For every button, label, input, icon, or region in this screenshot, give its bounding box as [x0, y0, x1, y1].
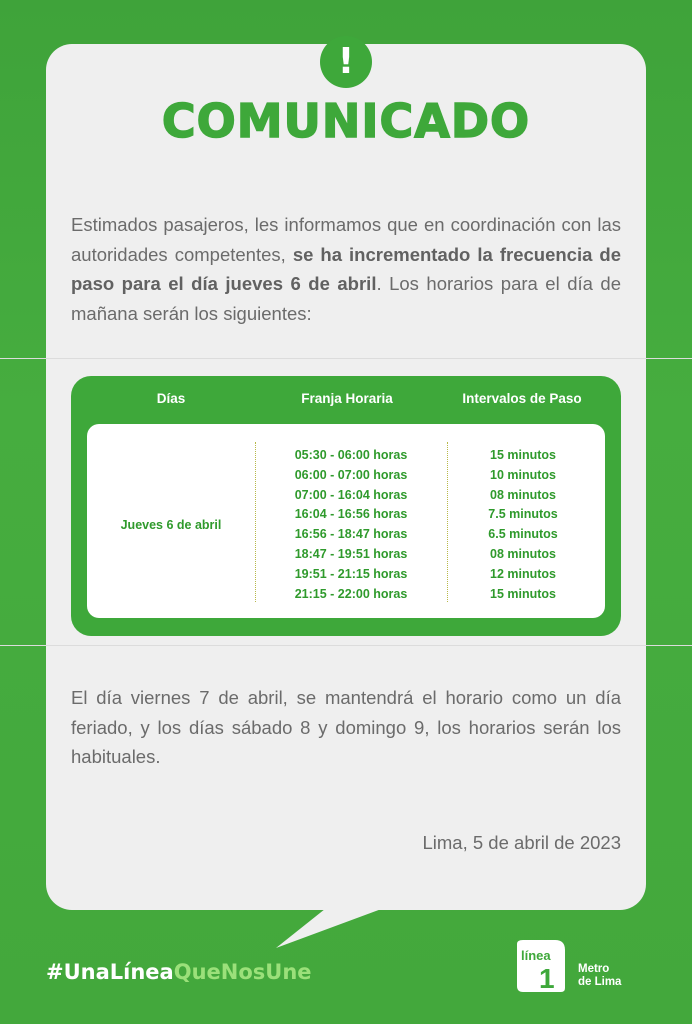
hashtag: #UnaLíneaQueNosUne: [46, 960, 312, 984]
table-body: [87, 424, 605, 618]
day-cell: Jueves 6 de abril: [120, 518, 222, 532]
date-line: Lima, 5 de abril de 2023: [422, 832, 621, 853]
franja-cell: 19:51 - 21:15 horas: [294, 566, 408, 581]
header-intervalos: Intervalos de Paso: [462, 391, 582, 406]
franja-cell: 16:56 - 18:47 horas: [294, 527, 408, 542]
header-franja: Franja Horaria: [301, 391, 393, 406]
page-title: COMUNICADO: [161, 94, 531, 148]
franja-cell: 21:15 - 22:00 horas: [294, 586, 408, 601]
intervalo-cell: 10 minutos: [490, 467, 556, 482]
franja-cell: 07:00 - 16:04 horas: [294, 487, 408, 502]
intervalo-cell: 12 minutos: [490, 566, 556, 581]
intervalo-cell: 15 minutos: [490, 586, 556, 601]
intro-highlight: se ha incrementado la frecuencia de paso para el día jueves 6 de abril: [71, 243, 621, 294]
intervalo-cell: 7.5 minutos: [488, 507, 558, 522]
franja-cell: 05:30 - 06:00 horas: [294, 448, 408, 462]
franja-cell: 18:47 - 19:51 horas: [294, 546, 408, 561]
franja-column: [256, 446, 446, 604]
franja-cell: 06:00 - 07:00 horas: [294, 467, 408, 482]
schedule-table: [71, 376, 621, 636]
divider: [0, 645, 692, 646]
intro-paragraph: Estimados pasajeros, les informamos que en coordinación con las autoridades competentes, se ha incrementado la frecuencia de paso para el día jueves 6 de abril. Los horarios para el día de mañana serán los siguientes:: [71, 214, 621, 324]
logo-caption: Metro de Lima: [578, 963, 622, 988]
alert-icon: !: [320, 36, 372, 88]
intervalo-cell: 15 minutos: [490, 448, 556, 462]
intervalo-cell: 08 minutos: [490, 546, 556, 561]
intervalo-cell: 08 minutos: [490, 487, 556, 502]
intervalo-cell: 6.5 minutos: [488, 527, 558, 542]
header-days: Días: [156, 391, 186, 406]
divider: [0, 358, 692, 359]
logo-word: línea: [521, 948, 551, 963]
logo-number: 1: [539, 963, 555, 994]
franja-cell: 16:04 - 16:56 horas: [294, 507, 408, 522]
intervalos-column: [439, 446, 607, 604]
closing-paragraph: El día viernes 7 de abril, se mantendrá el horario como un día feriado, y los días sábado 8 y domingo 9, los horarios serán los habituales.: [71, 687, 621, 767]
